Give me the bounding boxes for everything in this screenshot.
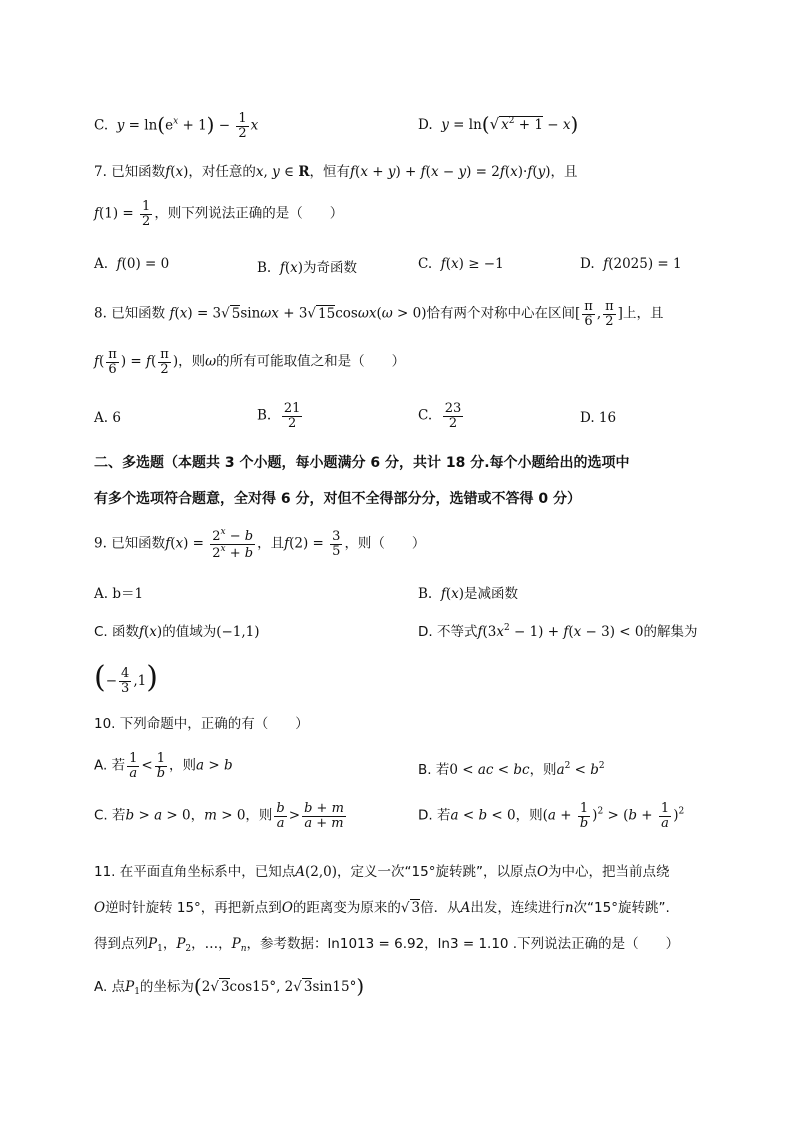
q8-option-c[interactable]: C. $\frac{23}{2}$ — [418, 401, 462, 431]
option-label: C. — [94, 117, 109, 134]
q10-option-d[interactable]: D. 若a < b < 0，则(a + $\frac{1}{b}$ )$^2$ > (b + $\frac{1}{a}$ )$^2$ — [418, 801, 685, 831]
question-number: 9. — [94, 535, 107, 552]
q9-option-d[interactable]: D. 不等式$f(3x^2 - 1) + f(x - 3) < 0$的解集为 — [418, 623, 698, 640]
q8-option-b[interactable]: B. $\frac{21}{2}$ — [257, 401, 301, 431]
q11-option-a[interactable]: A. 点$P_1$的坐标为(2√ 3cos15°, 2√ 3sin15°) — [94, 974, 365, 998]
question-number: 7. — [94, 164, 107, 180]
q7-option-a[interactable]: A. f(0) = 0 — [94, 256, 170, 272]
question-number: 8. — [94, 305, 107, 322]
q6-option-c[interactable]: C. $y = \ln(e^x + 1)$ − $\frac{1}{2}$ x — [94, 111, 259, 141]
q7-option-b[interactable]: B. f(x)为奇函数 — [257, 260, 357, 276]
q9-option-b[interactable]: B. f(x)是减函数 — [418, 586, 518, 602]
q10-option-b[interactable]: B. 若0 < ac < bc，则$a^2 < b^2$ — [418, 761, 605, 778]
q9-option-a[interactable]: A. b＝1 — [94, 586, 144, 602]
q7-option-c[interactable]: C. f(x) ≥ −1 — [418, 256, 504, 272]
q8-option-a[interactable]: A. 6 — [94, 410, 121, 426]
q10-option-c[interactable]: C. 若b > a > 0，m > 0，则 $\frac{b}{a}$ > $\frac{b + m}{a + m}$ — [94, 801, 344, 831]
q10-option-a[interactable]: A. 若 $\frac{1}{a}$ < $\frac{1}{b}$ ，则a > b — [94, 751, 233, 781]
q9-option-c[interactable]: C. 函数f(x)的值域为(−1,1) — [94, 624, 260, 640]
exam-page: C. $y = \ln(e^x + 1)$ − $\frac{1}{2}$ x D. y = ln(√ $x^2 + 1 - x$) 7. 已知函数f(x)，对任意的x, y ∈ R，恒有f(x + y) + f(x − y) = 2f(x)·f(y)，且 f(1) = $\frac{1}{2}$ ，则下列说法正确的是（ ） A. f(0) = 0 B. f(x)为奇函数 C. f(x) ≥ −1 D. f(2025) = 1 8. 已知函数 f(x) = 3√ 5sinωx + 3√ 15cosωx(ω > 0)恰有两个对称中心在区间[ $\frac{\pi}{6}$ , $\frac{\pi}{2}$ ]上，且 f( $\frac{\pi}{6}$ ) = f( $\frac{\pi}{2}$ )，则ω的所有可能取值之和是（ ） A. 6 B. $\frac{21}{2}$ C. $\frac{23}{2}$ D. 16 二、多选题（本题共 3 个小题，每小题满分 6 分，共计 18 分.每个小题给出的选项中 有多个选项符合题意，全对得 6 分，对但不全得部分分，选错或不答得 0 分） 9. 已知函数f(x) = $\frac{2^x - b}{2^x + b}$ ，且f(2) = $\frac{3}{5}$ ，则（ ） A. b＝1 B. f(x)是减函数 C. 函数f(x)的值域为(−1,1) D. 不等式$f(3x^2 - 1) + f(x - 3) < 0$的解集为 (− $\frac{4}{3}$ ,1) 10. 下列命题中，正确的有（ ） A. 若 $\frac{1}{a}$ < $\frac{1}{b}$ ，则a > b B. 若0 < ac < bc，则$a^2 < b^2$ C. 若b > a > 0，m > 0，则 $\frac{b}{a}$ > $\frac{b + m}{a + m}$ D. 若a < b < 0，则(a + $\frac{1}{b}$ )$^2$ > (b + $\frac{1}{a}$ )$^2$ 11. 在平面直角坐标系中，已知点A(2,0)，定义一次“15°旋转跳”，以原点O为中心，把当前点绕 O逆时针旋转 15°，再把新点到O的距离变为原来的√ 3倍．从A出发，连续进行n次“15°旋转跳”. 得到点列$P_1$，$P_2$，…，$P_n$，参考数据：ln1013 = 6.92，ln3 = 1.10 .下列说法正确的是（ ） A. 点$P_1$的坐标为(2√ 3cos15°, 2√ 3sin15°) — [94, 111, 698, 998]
q6-option-d[interactable]: D. y = ln(√ $x^2 + 1 - x$) — [418, 112, 579, 136]
q7-option-d[interactable]: D. f(2025) = 1 — [580, 256, 682, 272]
option-label: D. — [418, 117, 433, 133]
q8-option-d[interactable]: D. 16 — [580, 410, 617, 426]
